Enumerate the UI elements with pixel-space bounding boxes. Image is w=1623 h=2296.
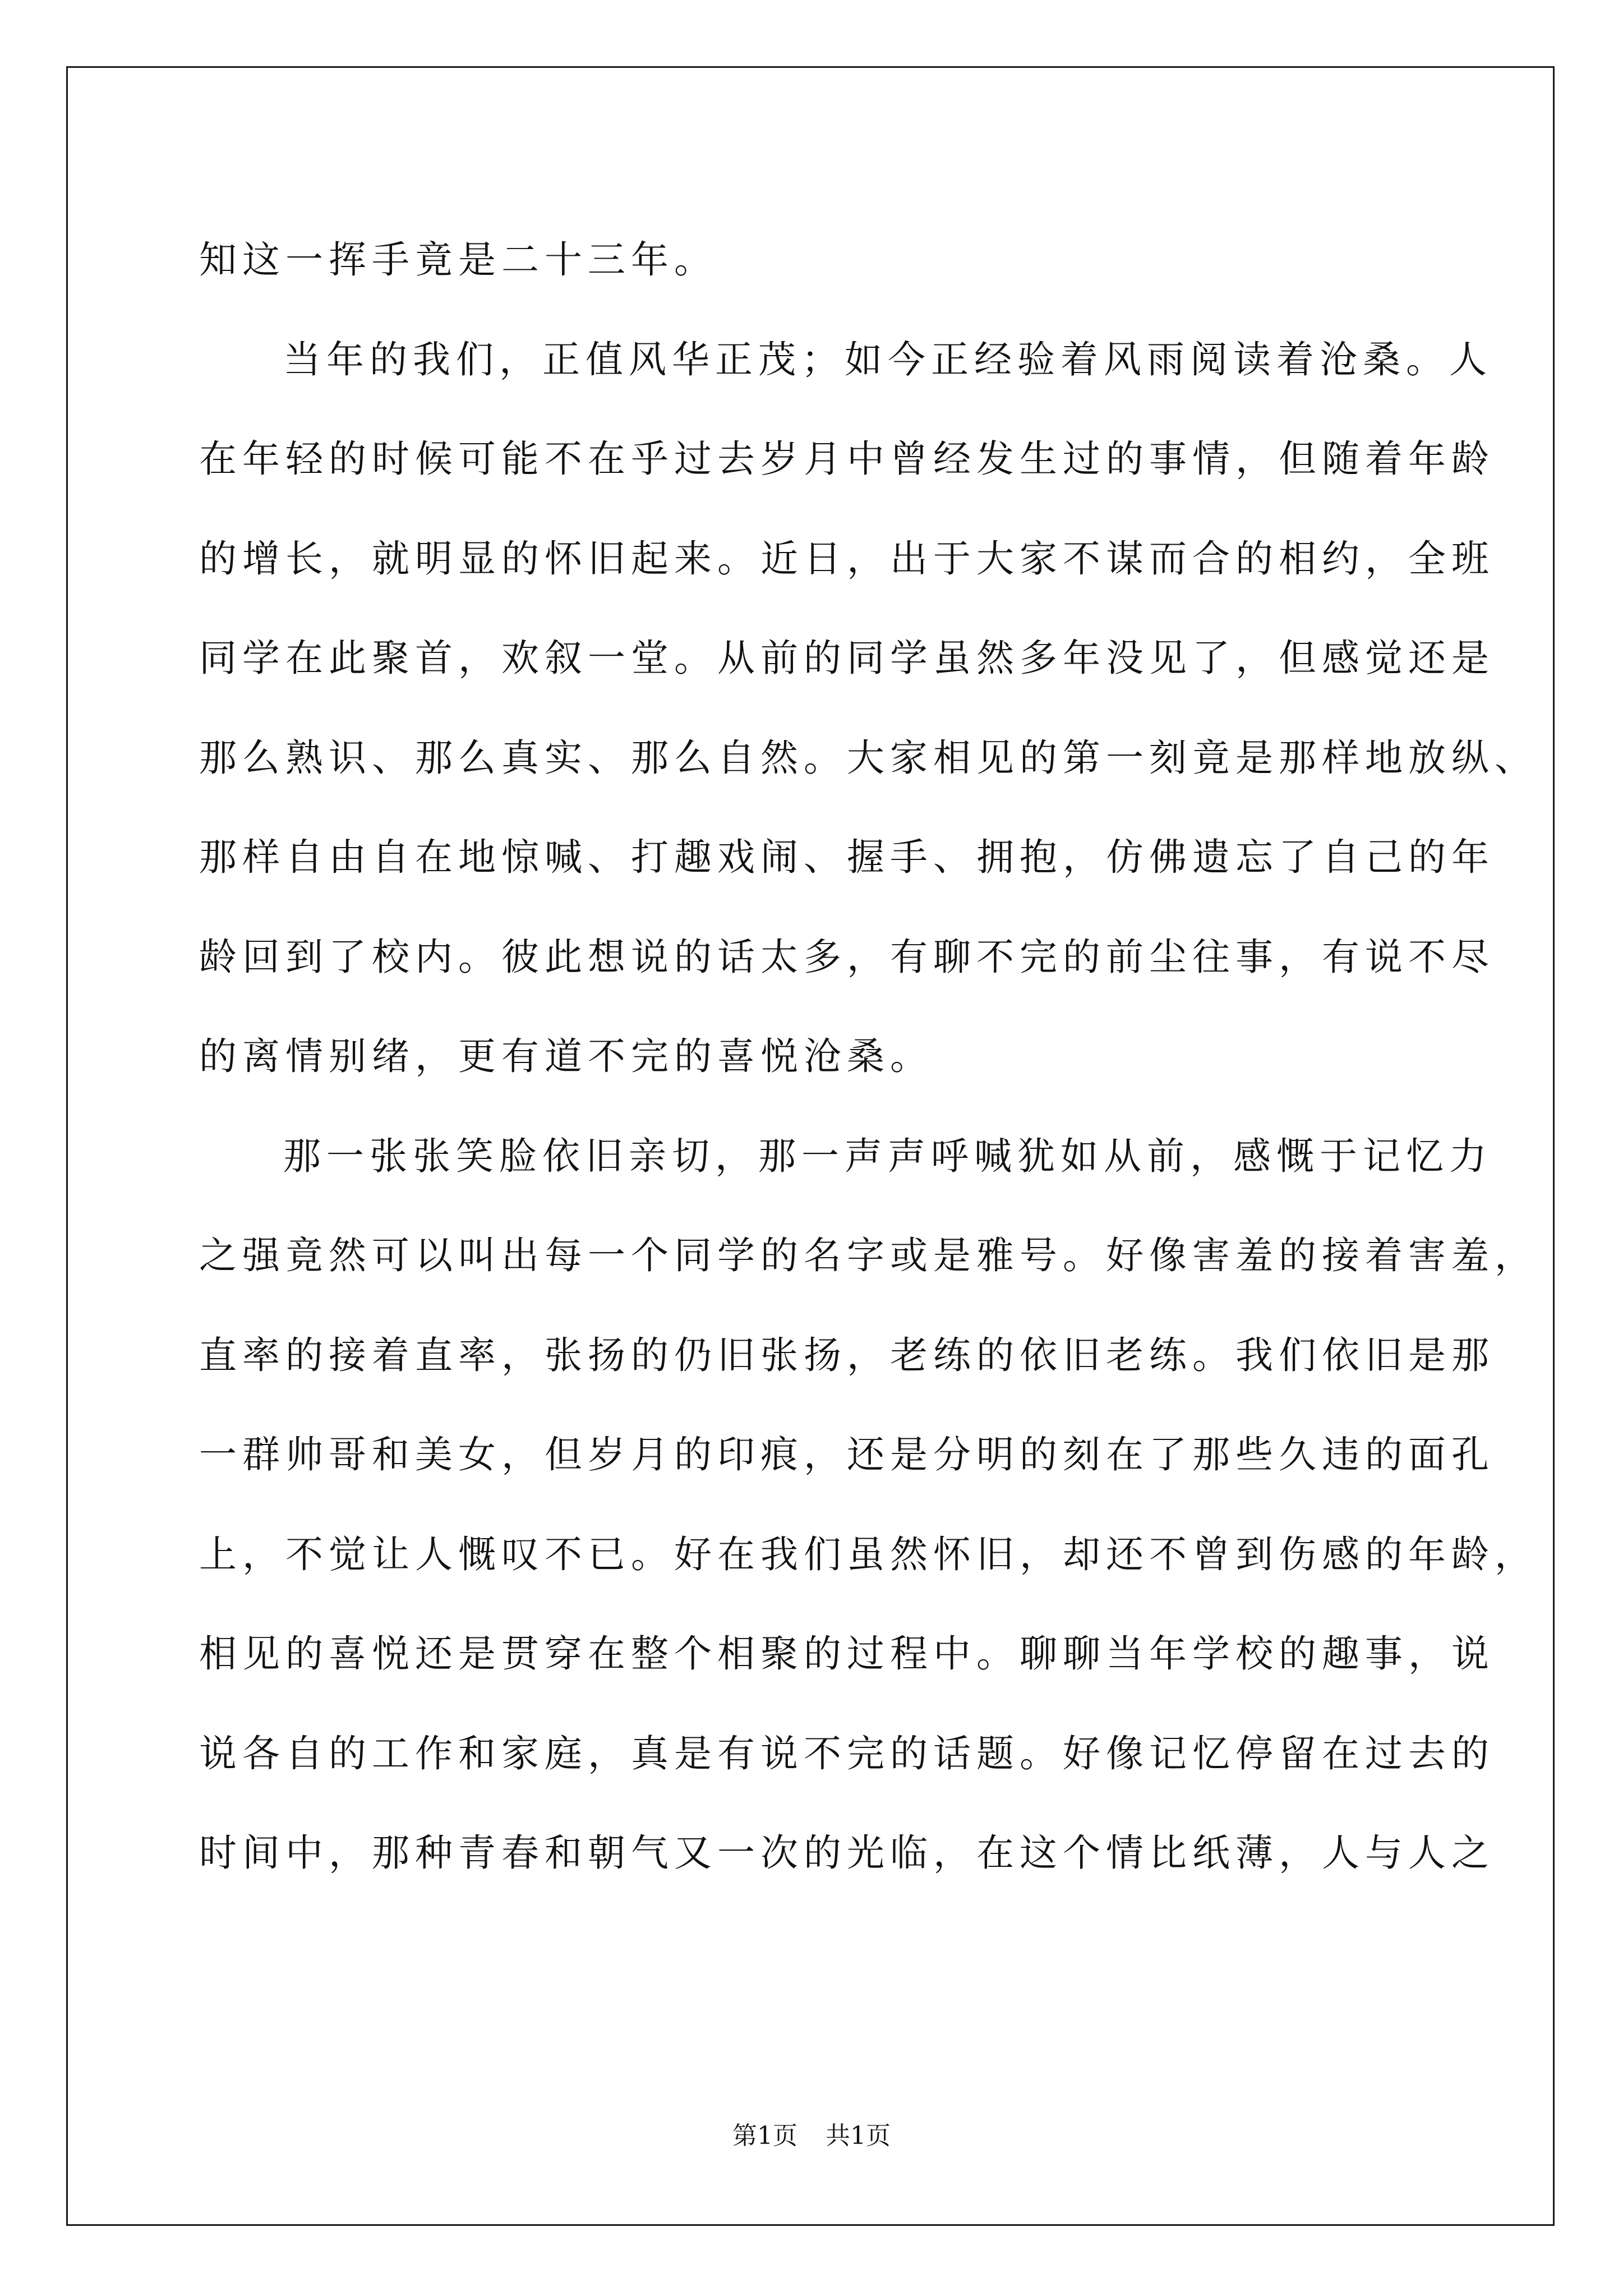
page-total: 共1页: [826, 2122, 891, 2150]
text-line: 那一张张笑脸依旧亲切，那一声声呼喊犹如从前，感慨于记忆力: [283, 1134, 1492, 1178]
text-line: 上，不觉让人慨叹不已。好在我们虽然怀旧，却还不曾到伤感的年龄，: [199, 1532, 1538, 1576]
text-line: 的离情别绪，更有道不完的喜悦沧桑。: [199, 1034, 933, 1078]
text-line: 知这一挥手竟是二十三年。: [199, 238, 717, 282]
text-line: 直率的接着直率，张扬的仍旧张扬，老练的依旧老练。我们依旧是那: [199, 1333, 1495, 1377]
text-line: 在年轻的时候可能不在乎过去岁月中曾经发生过的事情，但随着年龄: [199, 437, 1495, 481]
text-line: 龄回到了校内。彼此想说的话太多，有聊不完的前尘往事，有说不尽: [199, 935, 1495, 979]
text-line: 时间中，那种青春和朝气又一次的光临，在这个情比纸薄，人与人之: [199, 1831, 1495, 1875]
text-line: 的增长，就明显的怀旧起来。近日，出于大家不谋而合的相约，全班: [199, 536, 1495, 581]
page-footer: [0, 2119, 1623, 2153]
text-line: 那么熟识、那么真实、那么自然。大家相见的第一刻竟是那样地放纵、: [199, 735, 1538, 780]
text-line: 当年的我们，正值风华正茂；如今正经验着风雨阅读着沧桑。人: [283, 337, 1492, 381]
text-line: 之强竟然可以叫出每一个同学的名字或是雅号。好像害羞的接着害羞，: [199, 1234, 1538, 1277]
text-line: 那样自由自在地惊喊、打趣戏闹、握手、拥抱，仿佛遗忘了自己的年: [199, 835, 1495, 879]
document-body: [199, 210, 1538, 1903]
text-line: 一群帅哥和美女，但岁月的印痕，还是分明的刻在了那些久违的面孔: [199, 1433, 1495, 1476]
text-line: 说各自的工作和家庭，真是有说不完的话题。好像记忆停留在过去的: [199, 1731, 1495, 1775]
text-line: 相见的喜悦还是贯穿在整个相聚的过程中。聊聊当年学校的趣事，说: [199, 1632, 1495, 1676]
page-number: 第1页: [732, 2122, 797, 2150]
text-line: 同学在此聚首，欢叙一堂。从前的同学虽然多年没见了，但感觉还是: [199, 636, 1495, 680]
